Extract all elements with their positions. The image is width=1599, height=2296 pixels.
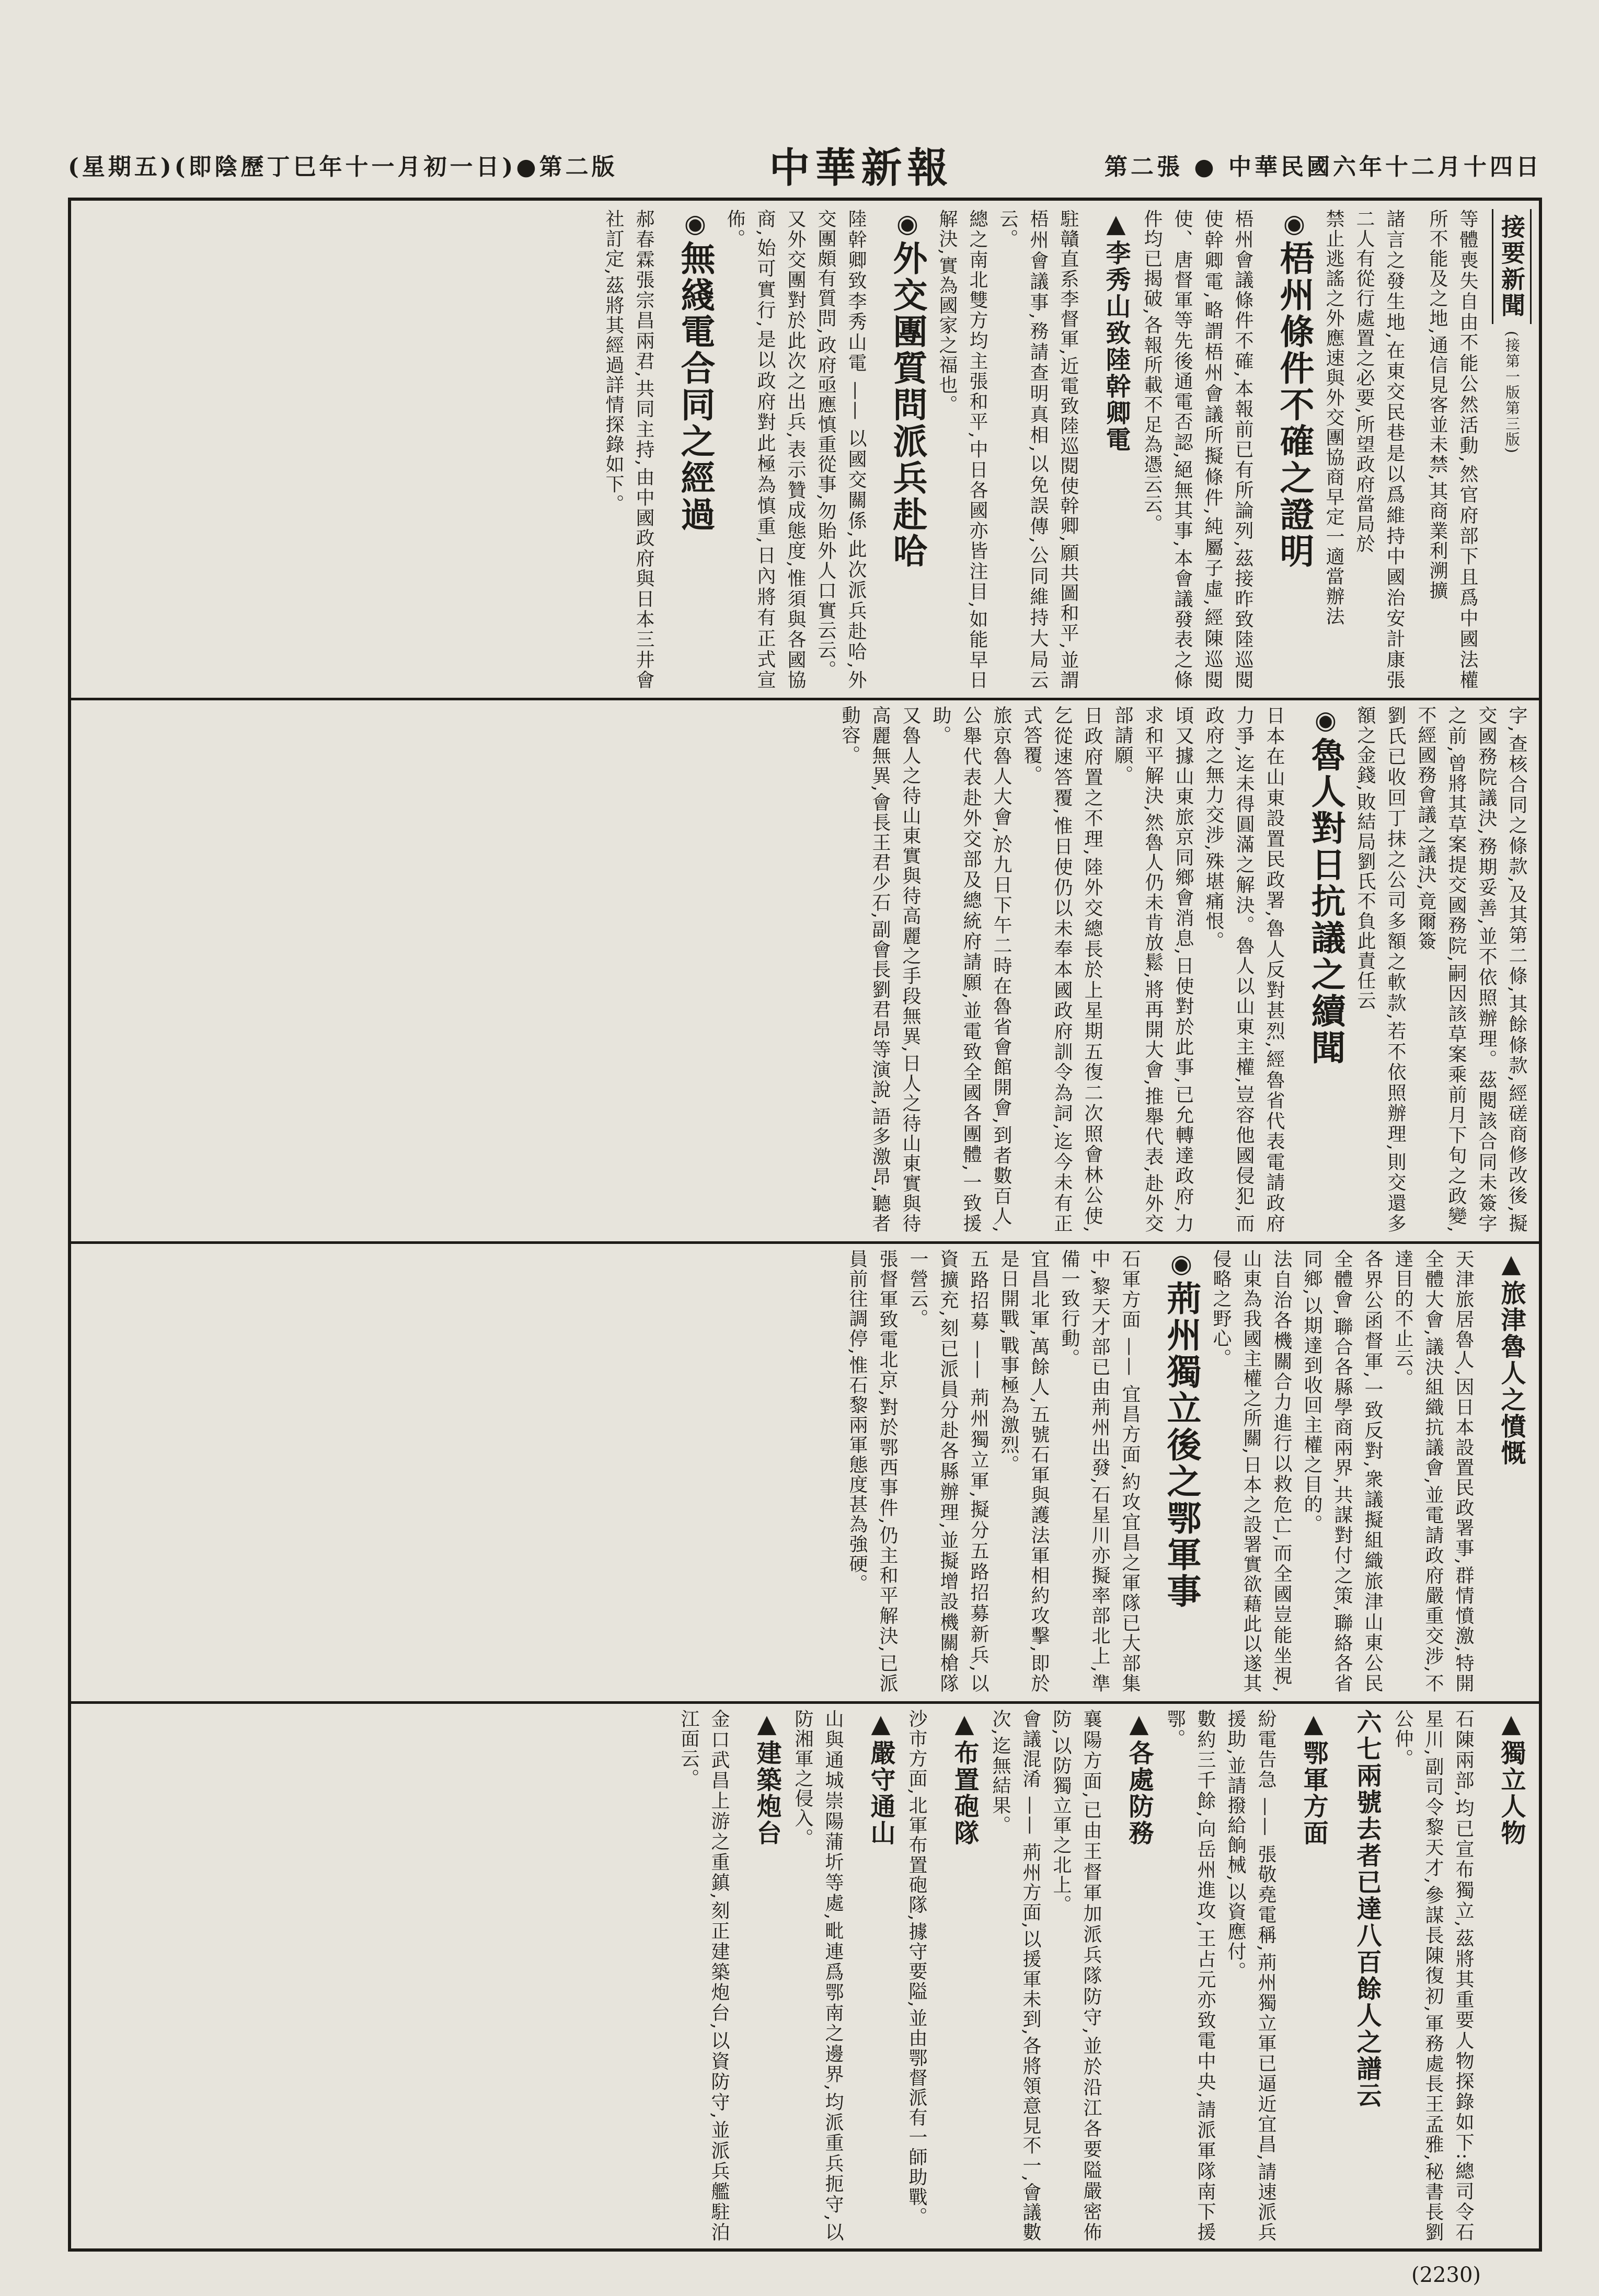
section-label: 接要新聞 [1492, 209, 1532, 324]
triangle-bullet-icon: ▲ [866, 1709, 895, 1740]
article-paragraph: 石軍方面 —— 宜昌方面,約攻宜昌之軍隊已大部集中,黎天才部已由荊州出發,石星川亦擬率部北上,準備一致行動。 [1059, 1249, 1141, 1693]
bullseye-icon: ◉ [1311, 706, 1340, 737]
newspaper-title: 中華新報 [769, 144, 953, 192]
bullseye-icon: ◉ [1280, 209, 1309, 240]
article-paragraph: 梧州會議條件不確,本報前已有所論列,茲接昨致陸巡閱使幹卿電,略謂梧州會議所擬條件,純屬子虛,經陳巡閱使、唐督軍等先後通電否認,絕無其事,本會議發表之條件均已揭破,各報所載不足為憑云云。 [1141, 209, 1253, 690]
article-paragraph: 等體喪失自由不能公然活動,然官府部下且爲中國法權所不能及之地,通信見客並未禁,其商業利溯擴 [1427, 209, 1478, 690]
triangle-bullet-icon: ▲ [950, 1709, 979, 1740]
article-paragraph: 禁止逃謠之外應速與外交團協商早定一適當辦法 [1323, 209, 1344, 626]
bullseye-icon: ◉ [1167, 1249, 1196, 1280]
article-paragraph: 字,查核合同之條款,及其第二條,其餘條款,經磋商修改後,擬交國務院議決,務期妥善,並不依照辦理。茲閱該合同未簽字之前,曾將其草案提交國務院,嗣因該草案乘前月下旬之政變,不經國務會議之議決,竟爾簽 [1415, 706, 1527, 1233]
article-paragraph: 諸言之發生地,在東交民巷是以爲維持中國治安計康張二人有從行處置之必要,所望政府當局於 [1353, 209, 1405, 690]
triangle-bullet-icon: ▲ [1124, 1709, 1154, 1740]
article-paragraph: 劉氏已收回丁抹之公司多額之軟款,若不依照辦理,則交還多額之金錢,敗結局劉氏不負此責任云 [1354, 706, 1406, 1233]
subheadline: ▲旅津魯人之憤慨 [1497, 1249, 1526, 1467]
article-paragraph: 石陳兩部,均已宣布獨立,茲將其重要人物探錄如下:總司令石星川,副司令黎天才,參謀長陳復初,軍務處長王孟雅,秘書長劉公仲。 [1392, 1709, 1474, 2242]
article-paragraph: 日本在山東設置民政署,魯人反對甚烈,經魯省代表電請政府力爭,迄未得圓滿之解決。魯人以山東主權,豈容他國侵犯,而政府之無力交涉,殊堪痛恨。 [1203, 706, 1285, 1233]
triangle-bullet-icon: ▲ [1101, 209, 1131, 240]
article-paragraph: 總之南北雙方均主張和平,中日各國亦皆注目,如能早日解決,實為國家之福也。 [936, 209, 988, 690]
article-paragraph: 張督軍致電北京,對於鄂西事件,仍主和平解決,已派員前往調停,惟石黎兩軍態度甚為強硬。 [846, 1249, 898, 1693]
article-paragraph: 沙市方面,北軍布置砲隊,據守要隘,並由鄂督派有一師助戰。 [906, 1709, 927, 2227]
headline: ◉荊州獨立後之鄂軍事 [1157, 1249, 1205, 1693]
subheadline: ▲李秀山致陸幹卿電 [1101, 209, 1131, 453]
article-paragraph: 宜昌北軍,萬餘人,五號石軍與護法軍相約攻擊,即於是日開戰,戰事極為激烈。 [998, 1249, 1050, 1693]
subheadline: ▲嚴守通山 [866, 1709, 895, 1847]
band-2 [78, 706, 1532, 1233]
triangle-bullet-icon: ▲ [1497, 1709, 1526, 1740]
band-3 [78, 1249, 1532, 1693]
subheadline: ▲獨立人物 [1497, 1709, 1526, 1847]
subheadline: ▲鄂軍方面 [1299, 1709, 1328, 1847]
article-paragraph: 五路招募 —— 荊州獨立軍,擬分五路招募新兵,以資擴充,刻已派員分赴各縣辦理,並擬增設機關槍隊一營云。 [907, 1249, 989, 1693]
page-number: (2230) [1411, 2263, 1481, 2287]
article-paragraph: 又魯人之待山東實與待高麗之手段無異,日人之待山東實與待高麗無異,會長王君少石,副會長劉君昂等演說,語多激昂,聽者動容。 [839, 706, 921, 1233]
article-paragraph: 紛電告急 —— 張敬堯電稱,荊州獨立軍已逼近宜昌,請速派兵援助,並請撥給餉械,以資應付。 [1225, 1709, 1276, 2242]
triangle-bullet-icon: ▲ [752, 1709, 781, 1740]
masthead-date-right: 第二張 ● 中華民國六年十二月十四日 [1104, 154, 1542, 180]
article-paragraph: 天津旅居魯人,因日本設置民政署事,群情憤激,特開全體大會,議決組織抗議會,並電請政府嚴重交涉,不達目的不止云。 [1392, 1249, 1474, 1693]
article-paragraph: 山與通城崇陽蒲圻等處,毗連爲鄂南之邊界,均派重兵扼守,以防湘軍之侵入。 [792, 1709, 844, 2242]
article-paragraph: 法自治各機關合力進行以救危亡,而全國豈能坐視,山東為我國主權之所關,日本之設署實欲藉此以遂其侵略之野心。 [1210, 1249, 1292, 1693]
band-4 [78, 1709, 1532, 2242]
triangle-bullet-icon: ▲ [1497, 1249, 1526, 1280]
subheadline: ▲各處防務 [1124, 1709, 1154, 1847]
article-paragraph: 金口武昌上游之重鎮,刻正建築炮台,以資防守,並派兵艦駐泊江面云。 [678, 1709, 730, 2242]
section-note: (接第一版第三版) [1503, 331, 1521, 455]
subheadline: 六七兩號去者已達八百餘人之譜云 [1352, 1709, 1382, 2109]
subheadline: ▲布置砲隊 [950, 1709, 979, 1847]
headline: ◉梧州條件不確之證明 [1270, 209, 1318, 690]
article-paragraph: 日政府置之不理,陸外交總長於上星期五復二次照會林公使,乞從速答覆,惟日使仍以未奉本國政府訓令為詞,迄今未有正式答覆。 [1021, 706, 1103, 1233]
headline: ◉魯人對日抗議之續聞 [1302, 706, 1350, 1233]
headline: ◉無綫電合同之經過 [671, 209, 719, 690]
article-paragraph: 各界公函督軍,一致反對,衆議擬組織旅津山東公民全體會,聯合各縣學商兩界,共謀對付之策,聯絡各省同鄉,以期達到收回主權之目的。 [1301, 1249, 1383, 1693]
masthead [68, 141, 1542, 192]
bullseye-icon: ◉ [893, 209, 922, 240]
subheadline: ▲建築炮台 [752, 1709, 781, 1847]
article-paragraph: 又外交團對於此次之出兵,表示贊成態度,惟須與各國協商,始可實行,是以政府對此極為慎重,日內將有正式宣佈。 [724, 209, 806, 690]
article-paragraph: 郝春霖張宗昌兩君,共同主持,由中國政府與日本三井會社訂定,茲將其經過詳情探錄如下。 [603, 209, 654, 690]
article-paragraph: 頃又據山東旅京同鄉會消息,日使對於此事,已允轉達政府,力求和平解決,然魯人仍未肯放鬆,將再開大會,推舉代表,赴外交部請願。 [1112, 706, 1194, 1233]
triangle-bullet-icon: ▲ [1299, 1709, 1328, 1740]
masthead-date-left: (星期五)(即陰歷丁巳年十一月初一日)●第二版 [68, 154, 618, 180]
bullseye-icon: ◉ [681, 209, 710, 240]
article-paragraph: 會議混淆 —— 荊州方面,以援軍未到,各將領意見不一,會議數次,迄無結果。 [990, 1709, 1041, 2242]
band-divider-3 [68, 1701, 1542, 1704]
band-divider-2 [68, 1241, 1542, 1244]
article-paragraph: 旅京魯人大會,於九日下午二時在魯省會館開會,到者數百人,公舉代表赴外交部及總統府請願,並電致全國各團體,一致援助。 [930, 706, 1012, 1233]
article-paragraph: 數約三千餘,向岳州進攻,王占元亦致電中央,請派軍隊南下援鄂。 [1164, 1709, 1216, 2242]
article-paragraph: 襄陽方面,已由王督軍加派兵隊防守,並於沿江各要隘嚴密佈防,以防獨立軍之北上。 [1050, 1709, 1102, 2242]
band-divider-1 [68, 698, 1542, 700]
headline: ◉外交團質問派兵赴哈 [883, 209, 931, 690]
article-paragraph: 陸幹卿致李秀山電 —— 以國交關係,此次派兵赴哈,外交團頗有質問,政府亟應慎重從事,勿貽外人口實云云。 [815, 209, 867, 690]
band-1 [78, 209, 1532, 690]
article-paragraph: 駐贛直系李督軍,近電致陸巡閱使幹卿,願共圖和平,並謂梧州會議事,務請查明真相,以免誤傳,公同維持大局云云。 [997, 209, 1079, 690]
